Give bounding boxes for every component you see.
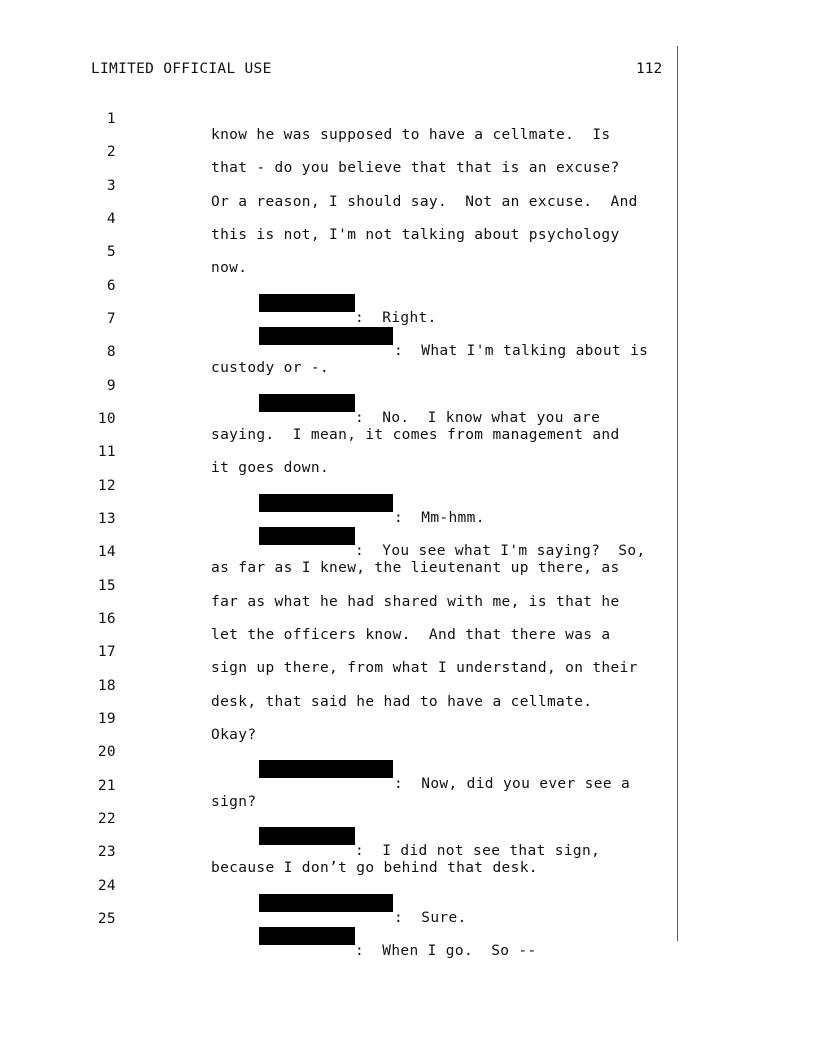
line-text: : No. I know what you are bbox=[355, 410, 601, 426]
transcript-line bbox=[0, 128, 816, 176]
line-number: 12 bbox=[97, 478, 116, 494]
line-number: 14 bbox=[97, 544, 116, 560]
line-text: Okay? bbox=[211, 727, 257, 743]
line-text: sign up there, from what I understand, on their bbox=[211, 660, 638, 676]
line-number: 13 bbox=[97, 511, 116, 527]
page-header-classification: LIMITED OFFICIAL USE bbox=[91, 61, 272, 77]
transcript-line bbox=[0, 228, 816, 276]
line-text: sign? bbox=[211, 794, 257, 810]
line-number: 7 bbox=[106, 311, 116, 327]
transcript-line bbox=[0, 262, 816, 326]
line-text: : When I go. So -- bbox=[355, 943, 537, 959]
line-text: let the officers know. And that there was a bbox=[211, 627, 611, 643]
line-number: 24 bbox=[97, 878, 116, 894]
line-number: 2 bbox=[106, 144, 116, 160]
line-text: : Right. bbox=[355, 310, 437, 326]
line-text: that - do you believe that that is an excuse? bbox=[211, 160, 620, 176]
transcript-line bbox=[0, 162, 816, 210]
line-text: : I did not see that sign, bbox=[355, 843, 601, 859]
line-number: 17 bbox=[97, 644, 116, 660]
redacted-speaker-name bbox=[259, 927, 355, 945]
line-text: custody or -. bbox=[211, 360, 330, 376]
line-number: 10 bbox=[97, 411, 116, 427]
transcript-line bbox=[0, 595, 816, 643]
line-number: 4 bbox=[106, 211, 116, 227]
transcript-line bbox=[0, 762, 816, 810]
line-number: 11 bbox=[97, 444, 116, 460]
line-text: now. bbox=[211, 260, 248, 276]
line-text: know he was supposed to have a cellmate. Is bbox=[211, 127, 611, 143]
line-text: : Now, did you ever see a bbox=[394, 776, 631, 792]
line-text: : You see what I'm saying? So, bbox=[355, 543, 646, 559]
line-number: 25 bbox=[97, 911, 116, 927]
line-number: 8 bbox=[106, 344, 116, 360]
transcript-line bbox=[0, 428, 816, 476]
line-text: saying. I mean, it comes from management and bbox=[211, 427, 620, 443]
line-number: 21 bbox=[97, 778, 116, 794]
line-text: desk, that said he had to have a cellmate. bbox=[211, 694, 593, 710]
line-number: 23 bbox=[97, 844, 116, 860]
line-text: : What I'm talking about is bbox=[394, 343, 649, 359]
transcript-line bbox=[0, 195, 816, 243]
page-number: 112 bbox=[636, 61, 663, 77]
line-text: this is not, I'm not talking about psychology bbox=[211, 227, 620, 243]
line-number: 22 bbox=[97, 811, 116, 827]
transcript-line bbox=[0, 562, 816, 610]
line-number: 6 bbox=[106, 278, 116, 294]
line-number: 9 bbox=[106, 378, 116, 394]
transcript-line bbox=[0, 95, 816, 143]
line-text: Or a reason, I should say. Not an excuse. And bbox=[211, 194, 638, 210]
line-number: 15 bbox=[97, 578, 116, 594]
line-text: : Mm-hmm. bbox=[394, 510, 485, 526]
line-number: 1 bbox=[106, 111, 116, 127]
line-text: far as what he had shared with me, is that he bbox=[211, 594, 620, 610]
line-text: as far as I knew, the lieutenant up there, as bbox=[211, 560, 620, 576]
line-text: it goes down. bbox=[211, 460, 330, 476]
line-text: because I don’t go behind that desk. bbox=[211, 860, 538, 876]
line-number: 19 bbox=[97, 711, 116, 727]
line-number: 16 bbox=[97, 611, 116, 627]
line-number: 20 bbox=[97, 744, 116, 760]
line-number: 3 bbox=[106, 178, 116, 194]
transcript-line bbox=[0, 695, 816, 743]
line-number: 18 bbox=[97, 678, 116, 694]
transcript-line bbox=[0, 662, 816, 710]
line-number: 5 bbox=[106, 244, 116, 260]
line-text: : Sure. bbox=[394, 910, 467, 926]
transcript-line bbox=[0, 628, 816, 676]
